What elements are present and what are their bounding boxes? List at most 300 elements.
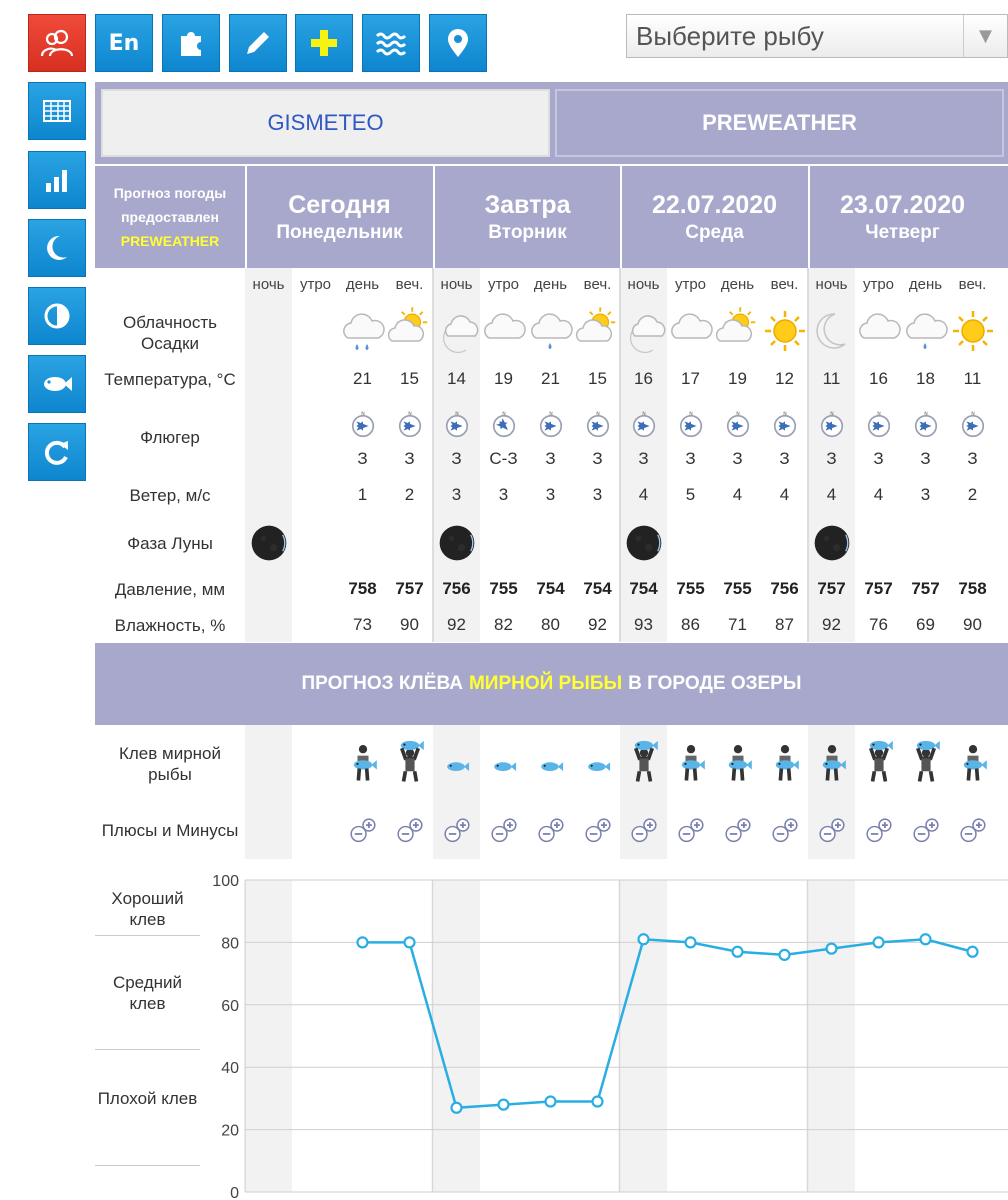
plus-minus-icon — [721, 814, 755, 848]
day-header — [620, 166, 807, 268]
plus-minus-icon — [487, 814, 521, 848]
wind-direction-value: З — [592, 449, 603, 468]
row-label-wind-vane: Флюгер — [140, 428, 200, 447]
bite-icon-cell — [620, 736, 667, 790]
user-group-icon — [40, 26, 74, 60]
wind-vane-icon — [771, 412, 799, 440]
weather-icon-cell — [761, 306, 808, 356]
source-tabs — [95, 82, 1008, 164]
day-title: 22.07.2020 — [651, 191, 778, 219]
chart-y-tick-label: 80 — [221, 935, 239, 953]
pressure-value: 755 — [489, 579, 518, 598]
add-button[interactable] — [295, 14, 353, 72]
temperature-value: 12 — [775, 369, 794, 388]
plus-minus-icon — [346, 814, 380, 848]
provider-line2: предоставлен — [121, 209, 219, 225]
chart-data-point — [405, 937, 415, 947]
bite-icon-cell — [855, 736, 902, 790]
day-subtitle: Вторник — [488, 222, 567, 243]
weather-icon-cell — [339, 306, 386, 356]
edit-button[interactable] — [229, 14, 287, 72]
bite-fisher-medium-icon — [762, 740, 808, 786]
contrast-icon — [40, 299, 74, 333]
humidity-value: 87 — [775, 615, 794, 634]
wind-vane-icon — [865, 412, 893, 440]
fish-select-value: Выберите рыбу — [636, 20, 824, 51]
wind-vane-icon — [537, 412, 565, 440]
new-moon-icon — [436, 522, 478, 564]
svg-text:N: N — [876, 411, 881, 417]
bite-fisher-medium-icon — [950, 740, 996, 786]
new-moon-icon — [248, 522, 290, 564]
bite-forecast-banner — [95, 643, 1008, 725]
bite-icon-cell — [902, 736, 949, 790]
plus-minus-icon — [862, 814, 896, 848]
pressure-value: 757 — [395, 579, 424, 598]
plus-minus-icon — [768, 814, 802, 848]
weather-sun-cloud-icon — [715, 308, 761, 354]
plugins-button[interactable] — [162, 14, 220, 72]
pressure-value: 757 — [911, 579, 940, 598]
bite-chart — [200, 866, 1008, 1200]
day-subtitle: Среда — [685, 222, 744, 243]
wind-direction-value: С-З — [489, 449, 518, 468]
pencil-icon — [241, 26, 275, 60]
svg-text:N: N — [641, 411, 646, 417]
plus-minus-icon — [581, 814, 615, 848]
fish-view-button[interactable] — [28, 355, 86, 413]
weather-cloud-icon — [668, 308, 714, 354]
bite-fisher-good-icon — [621, 740, 667, 786]
period-label: веч. — [770, 276, 799, 293]
water-waves-icon — [374, 26, 408, 60]
wind-direction-value: З — [732, 449, 743, 468]
wind-speed-value: 4 — [638, 485, 649, 504]
weather-icon-cell — [386, 306, 433, 356]
chart-night-band — [433, 880, 480, 1192]
svg-text:N: N — [923, 411, 928, 417]
pressure-value: 754 — [583, 579, 612, 598]
pros-cons-button[interactable] — [761, 806, 808, 856]
weather-sun-cloud-icon — [387, 308, 433, 354]
pros-cons-button[interactable] — [527, 806, 574, 856]
wind-speed-value: 3 — [592, 485, 603, 504]
weather-icon-cell — [949, 306, 996, 356]
period-label: утро — [862, 276, 895, 293]
pros-cons-button[interactable] — [574, 806, 621, 856]
new-moon-icon — [623, 522, 665, 564]
period-label: утро — [299, 276, 332, 293]
chart-data-point — [874, 937, 884, 947]
pros-cons-button[interactable] — [667, 806, 714, 856]
weather-icon-cell — [855, 306, 902, 356]
chart-data-point — [827, 944, 837, 954]
plus-minus-icon — [627, 814, 661, 848]
pressure-value: 758 — [348, 579, 377, 598]
pressure-value: 755 — [723, 579, 752, 598]
weather-cloud-rain-icon — [340, 308, 386, 354]
bite-fish-small-icon — [528, 740, 574, 786]
pressure-value: 754 — [536, 579, 565, 598]
pros-cons-button[interactable] — [808, 806, 855, 856]
row-label-wind: Ветер, м/с — [129, 486, 211, 505]
wind-speed-value: 3 — [545, 485, 556, 504]
wind-speed-value: 3 — [498, 485, 509, 504]
temperature-value: 18 — [916, 369, 935, 388]
period-label: день — [533, 276, 568, 293]
period-label: веч. — [583, 276, 612, 293]
tab-preweather[interactable]: PREWEATHER — [555, 89, 1004, 157]
tab-gismeteo[interactable]: GISMETEO — [101, 89, 550, 157]
chart-data-point — [968, 947, 978, 957]
period-label: ночь — [815, 276, 848, 293]
wind-direction-value: З — [404, 449, 415, 468]
weather-sun-icon — [762, 308, 808, 354]
period-label: ночь — [627, 276, 660, 293]
period-label: день — [345, 276, 380, 293]
days-header — [95, 166, 1008, 268]
pros-cons-button[interactable] — [339, 806, 386, 856]
temperature-value: 19 — [728, 369, 747, 388]
weather-icon-cell — [714, 306, 761, 356]
wind-direction-value: З — [967, 449, 978, 468]
wind-vane-cell — [714, 406, 761, 446]
wind-speed-value: 2 — [404, 485, 415, 504]
bite-icon-cell — [714, 736, 761, 790]
refresh-icon — [40, 435, 74, 469]
bite-fisher-medium-icon — [668, 740, 714, 786]
svg-text:N: N — [501, 411, 506, 417]
bite-fisher-medium-icon — [340, 740, 386, 786]
bite-fisher-medium-icon — [809, 740, 855, 786]
plus-minus-icon — [815, 814, 849, 848]
svg-text:N: N — [970, 411, 975, 417]
wind-speed-value: 4 — [826, 485, 837, 504]
wind-speed-value: 3 — [451, 485, 462, 504]
temperature-value: 16 — [869, 369, 888, 388]
bite-fisher-good-icon — [903, 740, 949, 786]
wind-speed-value: 4 — [732, 485, 743, 504]
moon-icon — [40, 231, 74, 265]
humidity-value: 76 — [869, 615, 888, 634]
chart-view-button[interactable] — [28, 151, 86, 209]
wind-vane-icon — [630, 412, 658, 440]
humidity-value: 86 — [681, 615, 700, 634]
new-moon-icon — [811, 522, 853, 564]
chart-data-point — [780, 950, 790, 960]
wind-vane-cell — [433, 406, 480, 446]
pressure-value: 757 — [864, 579, 893, 598]
wind-direction-value: З — [873, 449, 884, 468]
weather-icon-cell — [620, 306, 667, 356]
chart-label-medium: Средний клев — [112, 973, 183, 1013]
contrast-button[interactable] — [28, 287, 86, 345]
pros-cons-button[interactable] — [714, 806, 761, 856]
chart-night-band — [620, 880, 667, 1192]
chart-label-divider — [95, 935, 200, 936]
wind-vane-cell — [480, 406, 527, 446]
bite-icon-cell — [761, 736, 808, 790]
wind-direction-value: З — [357, 449, 368, 468]
pros-cons-button[interactable] — [855, 806, 902, 856]
chart-label-divider — [95, 1165, 200, 1166]
weather-icon-cell — [480, 306, 527, 356]
refresh-button[interactable] — [28, 423, 86, 481]
table-view-button[interactable] — [28, 82, 86, 140]
bite-icon-cell — [949, 736, 996, 790]
wind-direction-value: З — [779, 449, 790, 468]
pressure-value: 758 — [958, 579, 987, 598]
pros-cons-button[interactable] — [386, 806, 433, 856]
row-label-moon: Фаза Луны — [127, 534, 213, 553]
wind-vane-cell — [667, 406, 714, 446]
period-label: утро — [487, 276, 520, 293]
puzzle-icon — [174, 26, 208, 60]
chart-data-point — [593, 1097, 603, 1107]
period-label: день — [720, 276, 755, 293]
chart-night-band — [808, 880, 855, 1192]
location-button[interactable] — [429, 14, 487, 72]
svg-text:N: N — [407, 411, 412, 417]
bite-fisher-good-icon — [856, 740, 902, 786]
chart-data-point — [639, 934, 649, 944]
plus-minus-icon — [956, 814, 990, 848]
period-label: день — [908, 276, 943, 293]
fish-icon — [40, 367, 74, 401]
wind-vane-icon — [818, 412, 846, 440]
bite-banner-pre: ПРОГНОЗ КЛЁВА — [301, 673, 463, 694]
day-title: 23.07.2020 — [839, 191, 966, 219]
language-button[interactable] — [95, 14, 153, 72]
bite-fisher-good-icon — [387, 740, 433, 786]
chart-data-point — [546, 1097, 556, 1107]
weather-cloud-drop-icon — [528, 308, 574, 354]
weather-moon-icon — [809, 308, 855, 354]
humidity-value: 90 — [963, 615, 982, 634]
row-label-cloudiness — [95, 312, 245, 354]
water-button[interactable] — [362, 14, 420, 72]
wind-direction-value: З — [685, 449, 696, 468]
bite-icon-cell — [667, 736, 714, 790]
bite-banner-highlight: МИРНОЙ РЫБЫ — [468, 673, 623, 694]
bite-icon-cell — [480, 736, 527, 790]
wind-vane-cell — [902, 406, 949, 446]
wind-vane-icon — [396, 412, 424, 440]
day-header — [433, 166, 620, 268]
pressure-value: 756 — [442, 579, 471, 598]
plus-minus-icon — [440, 814, 474, 848]
humidity-value: 71 — [728, 615, 747, 634]
wind-vane-cell — [386, 406, 433, 446]
svg-text:N: N — [548, 411, 553, 417]
user-group-button[interactable] — [28, 14, 86, 72]
location-pin-icon — [441, 26, 475, 60]
period-label: ночь — [440, 276, 473, 293]
svg-text:N: N — [595, 411, 600, 417]
wind-vane-icon — [724, 412, 752, 440]
wind-vane-cell — [761, 406, 808, 446]
temperature-value: 15 — [400, 369, 419, 388]
provider-line1: Прогноз погоды — [113, 185, 227, 201]
temperature-value: 17 — [681, 369, 700, 388]
wind-vane-icon — [959, 412, 987, 440]
moon-view-button[interactable] — [28, 219, 86, 277]
plus-minus-icon — [909, 814, 943, 848]
provider-brand[interactable]: PREWEATHER — [120, 233, 220, 249]
plus-icon — [307, 26, 341, 60]
chart-data-point — [452, 1103, 462, 1113]
pros-cons-button[interactable] — [949, 806, 996, 856]
day-title: Сегодня — [288, 191, 391, 219]
temperature-value: 21 — [353, 369, 372, 388]
weather-sun-icon — [950, 308, 996, 354]
bite-fish-small-icon — [434, 740, 480, 786]
weather-moon-cloud-icon — [434, 308, 480, 354]
svg-text:N: N — [688, 411, 693, 417]
bite-icon-cell — [808, 736, 855, 790]
chart-y-tick-label: 60 — [221, 997, 239, 1015]
moon-phase-cell — [245, 518, 292, 568]
row-label-temperature: Температура, °C — [104, 370, 236, 389]
humidity-value: 80 — [541, 615, 560, 634]
plus-minus-icon — [674, 814, 708, 848]
row-label-pros-cons: Плюсы и Минусы — [101, 821, 239, 840]
pressure-value: 755 — [676, 579, 705, 598]
weather-sun-cloud-icon — [575, 308, 621, 354]
chart-data-point — [921, 934, 931, 944]
temperature-value: 14 — [447, 369, 466, 388]
period-label: ночь — [252, 276, 285, 293]
wind-direction-value: З — [826, 449, 837, 468]
night-column-bg — [245, 725, 292, 859]
pressure-value: 756 — [770, 579, 799, 598]
humidity-value: 82 — [494, 615, 513, 634]
svg-text:N: N — [360, 411, 365, 417]
svg-text:N: N — [782, 411, 787, 417]
bite-icon-cell — [386, 736, 433, 790]
period-label: утро — [674, 276, 707, 293]
temperature-value: 11 — [963, 369, 982, 388]
wind-speed-value: 4 — [873, 485, 884, 504]
chart-data-point — [358, 937, 368, 947]
bite-banner-post: В ГОРОДЕ ОЗЕРЫ — [628, 673, 802, 694]
bite-icon-cell — [433, 736, 480, 790]
table-icon — [40, 94, 74, 128]
day-header — [808, 166, 995, 268]
temperature-value: 16 — [634, 369, 653, 388]
humidity-value: 73 — [353, 615, 372, 634]
weather-icon-cell — [433, 306, 480, 356]
weather-moon-cloud-icon — [621, 308, 667, 354]
temperature-value: 11 — [822, 369, 841, 388]
chart-data-point — [733, 947, 743, 957]
temperature-value: 21 — [541, 369, 560, 388]
day-header — [245, 166, 432, 268]
temperature-value: 19 — [494, 369, 513, 388]
wind-vane-icon — [490, 412, 518, 440]
chart-y-tick-label: 40 — [221, 1060, 239, 1078]
wind-vane-cell — [855, 406, 902, 446]
wind-speed-value: 4 — [779, 485, 790, 504]
weather-icon-cell — [808, 306, 855, 356]
wind-direction-value: З — [920, 449, 931, 468]
chevron-down-icon[interactable]: ▼ — [963, 15, 1007, 57]
bite-icon-cell — [339, 736, 386, 790]
pressure-value: 754 — [629, 579, 658, 598]
wind-speed-value: 5 — [685, 485, 696, 504]
humidity-value: 69 — [916, 615, 935, 634]
row-label-pressure: Давление, мм — [114, 580, 226, 599]
wind-vane-icon — [912, 412, 940, 440]
chart-label-bad: Плохой клев — [97, 1089, 198, 1108]
plus-minus-icon — [534, 814, 568, 848]
wind-vane-icon — [677, 412, 705, 440]
wind-vane-cell — [808, 406, 855, 446]
humidity-value: 92 — [447, 615, 466, 634]
bite-fisher-medium-icon — [715, 740, 761, 786]
fish-select[interactable] — [626, 14, 1008, 58]
day-subtitle: Понедельник — [276, 222, 403, 243]
chart-data-point — [499, 1100, 509, 1110]
row-label-humidity: Влажность, % — [114, 616, 226, 635]
bite-fish-small-icon — [575, 740, 621, 786]
chart-y-tick-label: 100 — [212, 873, 239, 890]
label-cloud: Облачность — [122, 313, 218, 332]
humidity-value: 92 — [822, 615, 841, 634]
period-label: веч. — [958, 276, 987, 293]
plus-minus-icon — [393, 814, 427, 848]
wind-vane-icon — [443, 412, 471, 440]
weather-icon-cell — [902, 306, 949, 356]
chart-label-divider — [95, 1049, 200, 1050]
chart-label-good: Хороший клев — [111, 889, 184, 929]
weather-icon-cell — [527, 306, 574, 356]
language-label: En — [108, 30, 140, 56]
humidity-value: 92 — [588, 615, 607, 634]
weather-icon-cell — [574, 306, 621, 356]
svg-text:N: N — [735, 411, 740, 417]
day-subtitle: Четверг — [865, 222, 940, 243]
wind-vane-cell — [574, 406, 621, 446]
day-title: Завтра — [484, 191, 571, 219]
wind-vane-cell — [339, 406, 386, 446]
humidity-value: 93 — [634, 615, 653, 634]
temperature-value: 15 — [588, 369, 607, 388]
wind-vane-icon — [584, 412, 612, 440]
weather-cloud-icon — [856, 308, 902, 354]
chart-y-tick-label: 0 — [230, 1185, 239, 1200]
moon-phase-cell — [808, 518, 855, 568]
weather-cloud-drop-icon — [903, 308, 949, 354]
bite-icon-cell — [574, 736, 621, 790]
pros-cons-button[interactable] — [433, 806, 480, 856]
pros-cons-button[interactable] — [902, 806, 949, 856]
wind-direction-value: З — [638, 449, 649, 468]
bite-icon-cell — [527, 736, 574, 790]
moon-phase-cell — [620, 518, 667, 568]
label-precip: Осадки — [140, 334, 200, 353]
wind-vane-cell — [620, 406, 667, 446]
pros-cons-button[interactable] — [480, 806, 527, 856]
wind-direction-value: З — [545, 449, 556, 468]
wind-speed-value: 2 — [967, 485, 978, 504]
provider-credit — [95, 166, 245, 268]
chart-data-point — [686, 937, 696, 947]
pros-cons-button[interactable] — [620, 806, 667, 856]
humidity-value: 90 — [400, 615, 419, 634]
wind-vane-icon — [349, 412, 377, 440]
weather-cloud-icon — [481, 308, 527, 354]
